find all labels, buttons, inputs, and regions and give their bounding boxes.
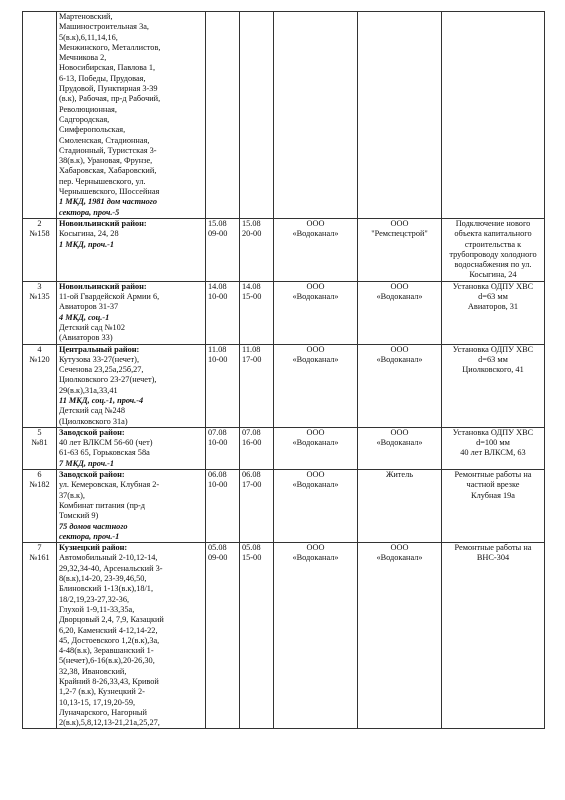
contractor-cell — [358, 218, 442, 281]
address-line: Кутузова 33-27(нечет), — [59, 354, 140, 364]
end-cell — [240, 427, 274, 469]
building-count: 4 МКД, соц.-1 — [59, 312, 110, 322]
address-cell — [57, 427, 206, 469]
district-name: Новоильинский район: — [59, 218, 147, 228]
building-count: 1 МКД, проч.-1 — [59, 239, 115, 249]
address-line: Смоленская, Стадионная, — [59, 135, 150, 145]
start-date: 05.08 — [208, 543, 227, 553]
start-date: 06.08 — [208, 470, 227, 480]
reason-line: Ремонтные работы на — [454, 470, 532, 480]
reason-line: объекта капитального — [454, 229, 532, 239]
row-number-cell — [23, 281, 57, 344]
reason-line: Установка ОДПУ ХВС — [452, 281, 534, 291]
table-row — [23, 12, 545, 219]
address-line: Томский 9) — [59, 511, 99, 521]
start-cell — [206, 543, 240, 729]
address-line: 32,38, Ивановский, — [59, 666, 127, 676]
end-date: 14.08 — [242, 281, 261, 291]
row-number-cell — [23, 12, 57, 219]
reason-line: Клубная 19а — [471, 490, 515, 500]
address-line: Авиаторов 31-37 — [59, 302, 119, 312]
start-cell — [206, 427, 240, 469]
address-line: Мечникова 2, — [59, 53, 107, 63]
address-line: 6-13, Победы, Прудовая, — [59, 73, 146, 83]
table-row — [23, 218, 545, 281]
operator-cell — [274, 12, 358, 219]
start-date: 11.08 — [208, 344, 227, 354]
district-name: Заводской район: — [59, 427, 125, 437]
operator-name: «Водоканал» — [292, 438, 339, 448]
table-row — [23, 427, 545, 469]
row-number: 2 — [37, 218, 42, 228]
reason-line: Циолковского, 41 — [462, 365, 524, 375]
reason-line: Установка ОДПУ ХВС — [452, 344, 534, 354]
reason-line: Авиаторов, 31 — [467, 302, 519, 312]
contractor-name: ООО — [390, 543, 409, 553]
contractor-cell — [358, 344, 442, 427]
address-cell — [57, 12, 206, 219]
address-line: 37(в.к), — [59, 490, 85, 500]
end-date: 15.08 — [242, 218, 261, 228]
start-cell — [206, 218, 240, 281]
social-object: (Циолковского 31а) — [59, 416, 128, 426]
address-line: Блиновский 1-13(в.к),18/1, — [59, 584, 154, 594]
reason-cell — [442, 281, 545, 344]
contractor-cell — [358, 427, 442, 469]
operator-cell — [274, 218, 358, 281]
contractor-name: «Водоканал» — [376, 438, 423, 448]
reason-line: d=63 мм — [478, 354, 508, 364]
row-number-cell — [23, 427, 57, 469]
address-line: Автомобильный 2-10,12-14, — [59, 553, 158, 563]
request-id: №135 — [29, 292, 50, 302]
operator-name: ООО — [306, 218, 325, 228]
start-cell — [206, 470, 240, 543]
address-line: 4-48(в.к), Зеравшанский 1- — [59, 646, 154, 656]
address-line: Циолковского 23-27(нечет), — [59, 375, 157, 385]
reason-line: Установка ОДПУ ХВС — [452, 427, 534, 437]
operator-name: «Водоканал» — [292, 354, 339, 364]
reason-line: d=100 мм — [476, 438, 510, 448]
row-number: 3 — [37, 281, 42, 291]
contractor-name: Житель — [385, 470, 414, 480]
reason-line: Ремонтные работы на — [454, 543, 532, 553]
reason-line: строительства к — [464, 239, 522, 249]
table-row — [23, 543, 545, 729]
operator-name: ООО — [306, 470, 325, 480]
address-line: Луначарского, Нагорный — [59, 707, 147, 717]
social-object: Детский сад №102 — [59, 322, 125, 332]
start-cell — [206, 12, 240, 219]
reason-line: Косыгина, 24 — [469, 270, 517, 280]
table-body — [23, 12, 545, 729]
reason-line: водоснабжения по ул. — [454, 260, 532, 270]
end-cell — [240, 218, 274, 281]
end-cell — [240, 543, 274, 729]
contractor-cell — [358, 12, 442, 219]
end-time: 15-00 — [242, 292, 262, 302]
end-date: 06.08 — [242, 470, 261, 480]
address-line: Чернышевского, Шоссейная — [59, 187, 160, 197]
contractor-cell — [358, 281, 442, 344]
reason-cell — [442, 470, 545, 543]
operator-name: «Водоканал» — [292, 292, 339, 302]
start-time: 10-00 — [208, 438, 228, 448]
start-time: 10-00 — [208, 480, 228, 490]
end-time: 15-00 — [242, 553, 262, 563]
request-id: №182 — [29, 480, 50, 490]
address-line: Сеченова 23,25а,25б,27, — [59, 365, 144, 375]
start-date: 07.08 — [208, 427, 227, 437]
reason-line: ВНС-304 — [476, 553, 510, 563]
operator-name: ООО — [306, 281, 325, 291]
address-line: Машиностроительная 3а, — [59, 22, 149, 32]
address-line: ул. Кемеровская, Клубная 2- — [59, 480, 160, 490]
operator-name: «Водоканал» — [292, 229, 339, 239]
reason-line: d=63 мм — [478, 292, 508, 302]
end-cell — [240, 470, 274, 543]
end-date: 07.08 — [242, 427, 261, 437]
row-number: 4 — [37, 344, 42, 354]
end-cell — [240, 344, 274, 427]
start-cell — [206, 344, 240, 427]
operator-cell — [274, 543, 358, 729]
address-line: 8(в.к),14-20, 23-39,46,50, — [59, 574, 147, 584]
operator-cell — [274, 344, 358, 427]
operator-name: «Водоканал» — [292, 553, 339, 563]
address-line: Комбинат питания (пр-д — [59, 500, 146, 510]
reason-line: частной врезке — [466, 480, 520, 490]
address-line: Садгородская, — [59, 114, 110, 124]
contractor-name: «Водоканал» — [376, 354, 423, 364]
start-time: 10-00 — [208, 292, 228, 302]
address-line: (в.к), Рабочая, пр-д Рабочий, — [59, 94, 161, 104]
request-id: №120 — [29, 354, 50, 364]
district-name: Заводской район: — [59, 470, 125, 480]
address-line: 45, Достоевского 1,2(в.к),3а, — [59, 635, 160, 645]
social-object: (Авиаторов 33) — [59, 333, 113, 343]
end-time: 16-00 — [242, 438, 262, 448]
district-name: Кузнецкий район: — [59, 543, 128, 553]
building-count: 7 МКД, проч.-1 — [59, 458, 115, 468]
operator-name: ООО — [306, 427, 325, 437]
address-line: 29,32,34-40, Арсенальский 3- — [59, 563, 163, 573]
reason-cell — [442, 218, 545, 281]
table-row — [23, 281, 545, 344]
reason-cell — [442, 543, 545, 729]
address-line: 29(в.к),31а,33,41 — [59, 385, 118, 395]
address-line: 6,20, Каменский 4-12,14-22, — [59, 625, 158, 635]
address-line: Революционная, — [59, 104, 117, 114]
address-cell — [57, 344, 206, 427]
operator-cell — [274, 281, 358, 344]
address-line: 10,13-15, 17,19,20-59, — [59, 697, 136, 707]
address-line: Крайний 8-26,33,43, Кривой — [59, 677, 159, 686]
address-line: Дворцовый 2,4, 7,9, Казацкий — [59, 615, 164, 625]
end-time: 20-00 — [242, 229, 262, 239]
table-row — [23, 470, 545, 543]
address-line: пер. Чернышевского, ул. — [59, 176, 146, 186]
contractor-cell — [358, 543, 442, 729]
address-line: Косыгина, 24, 28 — [59, 229, 119, 239]
address-line: 11-ой Гвардейской Армии 6, — [59, 292, 160, 302]
social-object: Детский сад №248 — [59, 406, 125, 416]
end-date: 11.08 — [242, 344, 261, 354]
address-cell — [57, 470, 206, 543]
end-time: 17-00 — [242, 480, 262, 490]
start-date: 14.08 — [208, 281, 227, 291]
start-cell — [206, 281, 240, 344]
address-line: 18/2,19,23-27,32-36, — [59, 594, 130, 604]
building-count: сектора, проч.-5 — [59, 207, 120, 217]
address-cell — [57, 281, 206, 344]
row-number-cell — [23, 344, 57, 427]
operator-name: ООО — [306, 344, 325, 354]
address-cell — [57, 543, 206, 729]
operator-cell — [274, 470, 358, 543]
reason-line: 40 лет ВЛКСМ, 63 — [460, 448, 526, 458]
address-line: Прудовой, Пунктирная 3-39 — [59, 84, 158, 94]
building-count: 75 домов частного — [59, 521, 128, 531]
start-time: 10-00 — [208, 354, 228, 364]
row-number-cell — [23, 218, 57, 281]
address-line: Мартеновский, — [59, 12, 113, 21]
address-line: 61-63 65, Горьковская 58а — [59, 448, 150, 458]
address-line: Глухой 1-9,11-33,35а, — [59, 604, 135, 614]
table-row — [23, 344, 545, 427]
request-id: №81 — [31, 438, 48, 448]
reason-line: трубопроводу холодного — [449, 249, 537, 259]
contractor-name: "Ремспецстрой" — [371, 229, 428, 239]
row-number-cell — [23, 543, 57, 729]
operator-name: ООО — [306, 543, 325, 553]
address-line: 2(в.к),5,8,12,13-21,21а,25,27, — [59, 718, 160, 728]
address-line: Симферопольская, — [59, 125, 126, 135]
address-line: 5(в.к),6,11,14,16, — [59, 32, 118, 42]
address-line: Менжинского, Металлистов, — [59, 42, 161, 52]
end-cell — [240, 12, 274, 219]
row-number-cell — [23, 470, 57, 543]
district-name: Центральный район: — [59, 344, 140, 354]
row-number: 7 — [37, 543, 42, 553]
contractor-name: ООО — [390, 427, 409, 437]
address-line: 1,2-7 (в.к), Кузнецкий 2- — [59, 687, 145, 697]
address-line: Хабаровская, Хабаровский, — [59, 166, 157, 176]
end-date: 05.08 — [242, 543, 261, 553]
row-number: 6 — [37, 470, 42, 480]
start-date: 15.08 — [208, 218, 227, 228]
reason-cell — [442, 427, 545, 469]
reason-line: Подключение нового — [455, 218, 531, 228]
address-line: Стадионный, Туристская 3- — [59, 145, 157, 155]
building-count: 1 МКД, 1981 дом частного — [59, 197, 158, 207]
contractor-name: «Водоканал» — [376, 553, 423, 563]
contractor-name: «Водоканал» — [376, 292, 423, 302]
outage-table — [22, 11, 545, 729]
contractor-name: ООО — [390, 281, 409, 291]
request-id: №161 — [29, 553, 50, 563]
row-number: 5 — [37, 427, 42, 437]
address-line: Новосибирская, Павлова 1, — [59, 63, 156, 73]
address-line: 38(в.к), Урановая, Фрунзе, — [59, 156, 153, 166]
building-count: сектора, проч.-1 — [59, 531, 120, 541]
operator-name: «Водоканал» — [292, 480, 339, 490]
end-cell — [240, 281, 274, 344]
address-cell — [57, 218, 206, 281]
reason-cell — [442, 344, 545, 427]
address-line: 40 лет ВЛКСМ 56-60 (чет) — [59, 438, 153, 448]
contractor-cell — [358, 470, 442, 543]
end-time: 17-00 — [242, 354, 262, 364]
start-time: 09-00 — [208, 229, 228, 239]
address-line: 5(нечет),6-16(в.к),20-26,30, — [59, 656, 155, 666]
request-id: №158 — [29, 229, 50, 239]
contractor-name: ООО — [390, 218, 409, 228]
building-count: 11 МКД, соц.-1, проч.-4 — [59, 395, 144, 405]
contractor-name: ООО — [390, 344, 409, 354]
operator-cell — [274, 427, 358, 469]
district-name: Новоильинский район: — [59, 281, 147, 291]
start-time: 09-00 — [208, 553, 228, 563]
reason-cell — [442, 12, 545, 219]
